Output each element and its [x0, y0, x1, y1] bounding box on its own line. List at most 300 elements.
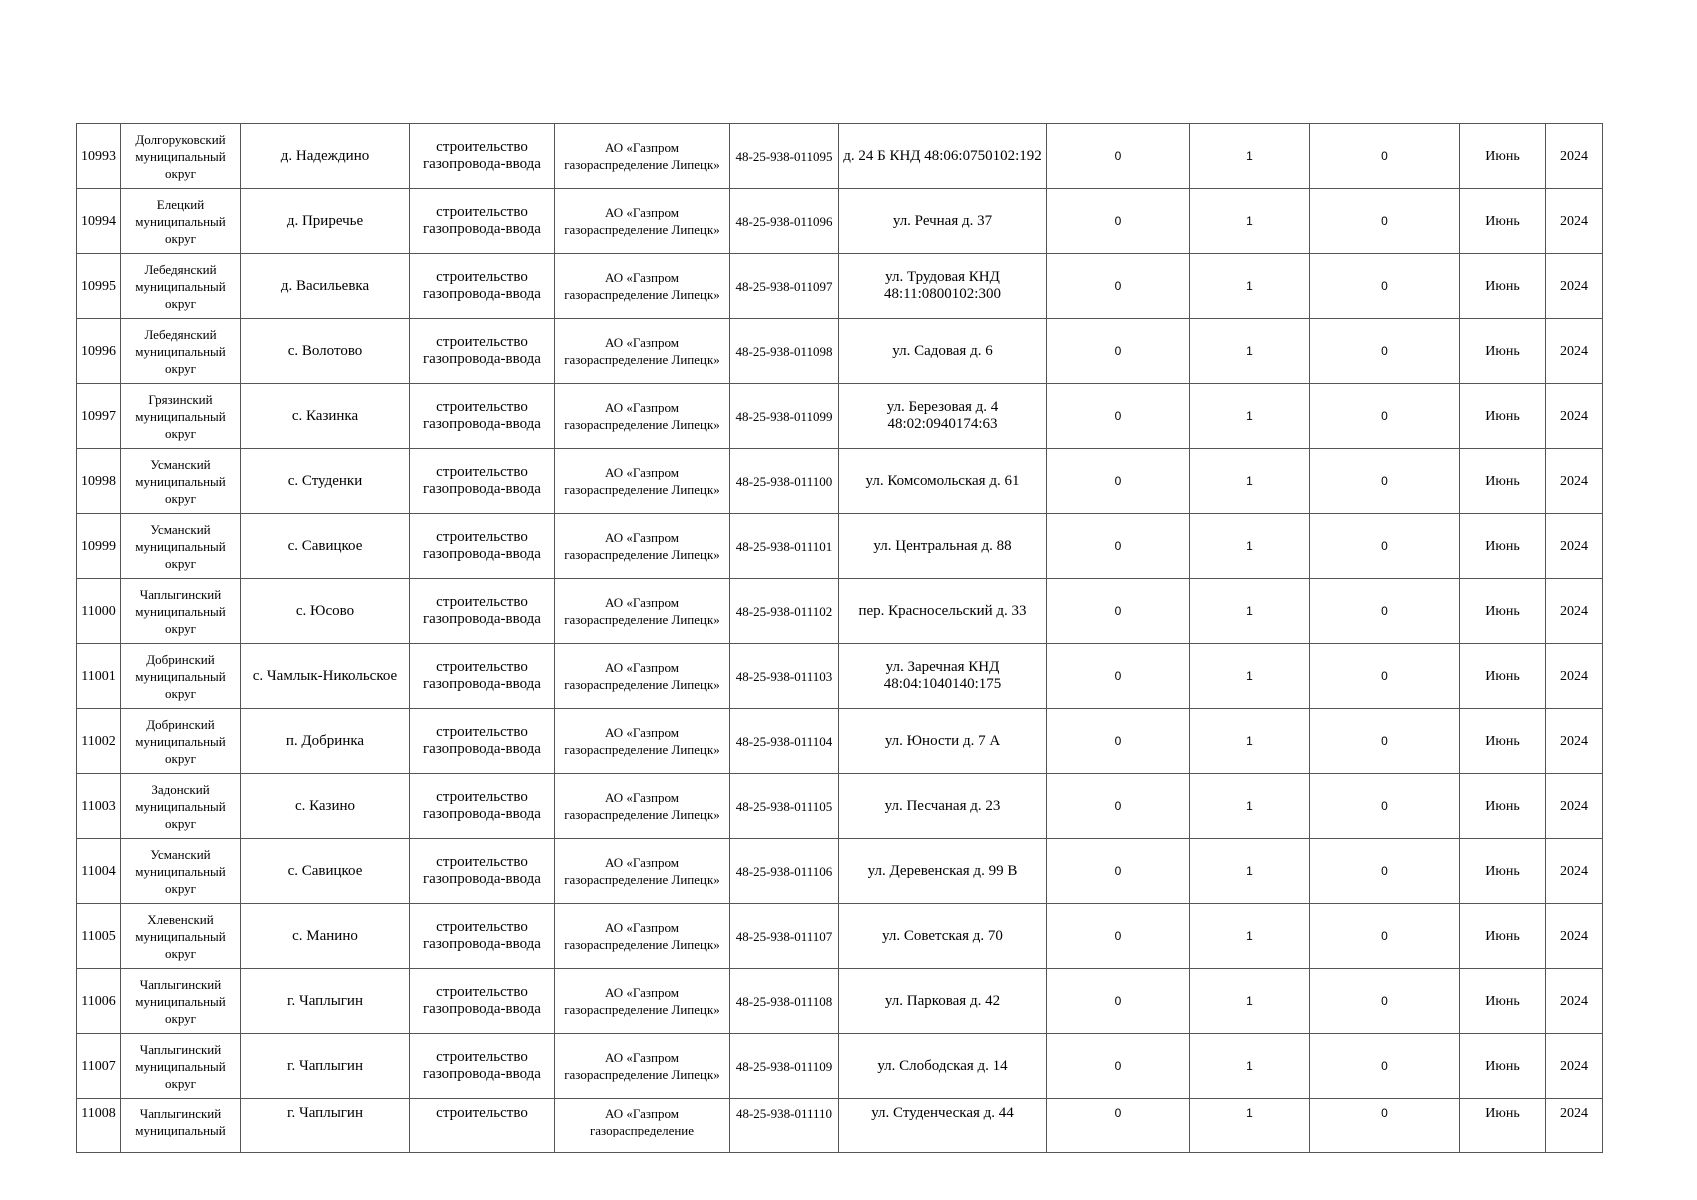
object-code-cell — [730, 774, 839, 839]
year-cell — [1546, 839, 1603, 904]
month-cell-text: Июнь — [1485, 278, 1520, 294]
year-cell-text: 2024 — [1560, 213, 1588, 229]
organization-cell-text: АО «Газпром газораспределение Липецк» — [564, 335, 720, 367]
locality-cell — [241, 969, 410, 1034]
quantity-3-cell — [1310, 1099, 1460, 1153]
organization-cell — [555, 124, 730, 189]
quantity-2-cell — [1190, 709, 1310, 774]
quantity-2-cell — [1190, 514, 1310, 579]
district-cell-text: Грязинский муниципальный округ — [135, 391, 226, 441]
quantity-3-cell — [1310, 709, 1460, 774]
quantity-3-cell-text: 0 — [1381, 798, 1388, 813]
month-cell-text: Июнь — [1485, 213, 1520, 229]
work-type-cell-text: строительство газопровода-ввода — [423, 1049, 541, 1082]
year-cell-text: 2024 — [1560, 603, 1588, 619]
address-cell-text: ул. Песчаная д. 23 — [884, 797, 1001, 814]
work-type-cell-text: строительство газопровода-ввода — [423, 529, 541, 562]
year-cell-text: 2024 — [1560, 668, 1588, 684]
organization-cell-text: АО «Газпром газораспределение — [589, 1106, 695, 1137]
object-code-cell-text: 48-25-938-011102 — [735, 603, 833, 619]
month-cell-text: Июнь — [1485, 993, 1520, 1009]
gasification-registry-table — [76, 123, 1603, 1153]
quantity-2-cell-text: 1 — [1246, 798, 1253, 813]
quantity-3-cell-text: 0 — [1381, 863, 1388, 878]
locality-cell — [241, 709, 410, 774]
table-row — [77, 644, 1603, 709]
record-number-text: 11006 — [81, 993, 116, 1009]
district-cell — [121, 579, 241, 644]
address-cell-text: ул. Центральная д. 88 — [873, 537, 1012, 554]
district-cell-text: Долгоруковский муниципальный округ — [135, 131, 226, 181]
year-cell — [1546, 189, 1603, 254]
address-cell-text: ул. Советская д. 70 — [882, 927, 1003, 944]
quantity-1-cell-text: 0 — [1114, 993, 1122, 1008]
quantity-1-cell — [1047, 709, 1190, 774]
year-cell-text: 2024 — [1560, 928, 1588, 944]
quantity-1-cell — [1047, 254, 1190, 319]
address-cell-text: ул. Юности д. 7 А — [884, 732, 1001, 749]
record-number-text: 11001 — [81, 668, 116, 684]
quantity-2-cell — [1190, 384, 1310, 449]
organization-cell — [555, 709, 730, 774]
record-number-text: 11007 — [81, 1058, 116, 1074]
locality-cell-text: п. Добринка — [285, 732, 365, 749]
table-row — [77, 579, 1603, 644]
month-cell — [1460, 1034, 1546, 1099]
work-type-cell-text: строительство газопровода-ввода — [423, 984, 541, 1017]
address-cell — [839, 514, 1047, 579]
object-code-cell — [730, 449, 839, 514]
quantity-1-cell-text: 0 — [1114, 473, 1122, 488]
object-code-cell-text: 48-25-938-011096 — [735, 213, 833, 229]
district-cell-text: Задонский муниципальный округ — [135, 781, 226, 831]
organization-cell — [555, 384, 730, 449]
month-cell-text: Июнь — [1485, 408, 1520, 424]
month-cell — [1460, 774, 1546, 839]
quantity-1-cell-text: 0 — [1114, 863, 1122, 878]
record-number — [77, 839, 121, 904]
quantity-2-cell — [1190, 319, 1310, 384]
month-cell — [1460, 904, 1546, 969]
record-number — [77, 969, 121, 1034]
quantity-2-cell — [1190, 449, 1310, 514]
locality-cell — [241, 189, 410, 254]
month-cell-text: Июнь — [1485, 928, 1520, 944]
quantity-2-cell — [1190, 969, 1310, 1034]
work-type-cell-text: строительство газопровода-ввода — [423, 594, 541, 627]
locality-cell-text: г. Чаплыгин — [287, 992, 363, 1009]
quantity-2-cell — [1190, 254, 1310, 319]
organization-cell — [555, 319, 730, 384]
table-row — [77, 774, 1603, 839]
quantity-3-cell — [1310, 319, 1460, 384]
object-code-cell-text: 48-25-938-011109 — [735, 1058, 833, 1074]
record-number-text: 10996 — [81, 343, 116, 359]
quantity-3-cell — [1310, 384, 1460, 449]
object-code-cell — [730, 384, 839, 449]
quantity-1-cell-text: 0 — [1114, 668, 1122, 683]
record-number — [77, 254, 121, 319]
object-code-cell-text: 48-25-938-011106 — [735, 863, 833, 879]
quantity-2-cell-text: 1 — [1246, 993, 1253, 1008]
address-cell-text: ул. Парковая д. 42 — [884, 992, 1001, 1009]
organization-cell-text: АО «Газпром газораспределение Липецк» — [564, 270, 720, 302]
district-cell — [121, 254, 241, 319]
table-row — [77, 839, 1603, 904]
object-code-cell-text: 48-25-938-011101 — [735, 538, 833, 554]
table-row — [77, 969, 1603, 1034]
record-number-text: 11002 — [81, 733, 116, 749]
address-cell — [839, 189, 1047, 254]
quantity-3-cell-text: 0 — [1381, 408, 1388, 423]
table-row — [77, 319, 1603, 384]
address-cell-text: ул. Слободская д. 14 — [877, 1057, 1008, 1074]
work-type-cell — [410, 319, 555, 384]
quantity-1-cell-text: 0 — [1114, 148, 1122, 163]
quantity-3-cell-text: 0 — [1381, 603, 1388, 618]
month-cell — [1460, 579, 1546, 644]
locality-cell-text: с. Казинка — [291, 407, 359, 424]
district-cell — [121, 124, 241, 189]
quantity-3-cell-text: 0 — [1381, 473, 1388, 488]
quantity-2-cell-text: 1 — [1246, 668, 1253, 683]
quantity-3-cell — [1310, 774, 1460, 839]
district-cell — [121, 384, 241, 449]
record-number-text: 10999 — [81, 538, 116, 554]
object-code-cell — [730, 969, 839, 1034]
quantity-2-cell-text: 1 — [1246, 603, 1253, 618]
table-row — [77, 1034, 1603, 1099]
work-type-cell — [410, 384, 555, 449]
table-row — [77, 1099, 1603, 1153]
year-cell-text: 2024 — [1560, 1106, 1588, 1121]
organization-cell — [555, 254, 730, 319]
record-number — [77, 384, 121, 449]
district-cell — [121, 644, 241, 709]
district-cell-text: Чаплыгинский муниципальный — [135, 1106, 226, 1137]
district-cell-text: Усманский муниципальный округ — [135, 456, 226, 506]
registry-body — [77, 124, 1603, 1153]
object-code-cell — [730, 319, 839, 384]
locality-cell-text: г. Чаплыгин — [287, 1057, 363, 1074]
locality-cell-text: с. Волотово — [287, 342, 363, 359]
table-row — [77, 709, 1603, 774]
quantity-3-cell — [1310, 579, 1460, 644]
quantity-3-cell — [1310, 644, 1460, 709]
month-cell-text: Июнь — [1485, 668, 1520, 684]
month-cell-text: Июнь — [1485, 1106, 1520, 1121]
object-code-cell-text: 48-25-938-011098 — [735, 343, 833, 359]
locality-cell — [241, 774, 410, 839]
object-code-cell — [730, 189, 839, 254]
work-type-cell — [410, 969, 555, 1034]
year-cell — [1546, 319, 1603, 384]
locality-cell — [241, 904, 410, 969]
district-cell-text: Добринский муниципальный округ — [135, 716, 226, 766]
quantity-1-cell-text: 0 — [1114, 278, 1122, 293]
quantity-1-cell-text: 0 — [1114, 343, 1122, 358]
organization-cell — [555, 579, 730, 644]
address-cell — [839, 124, 1047, 189]
organization-cell — [555, 644, 730, 709]
object-code-cell-text: 48-25-938-011107 — [735, 928, 833, 944]
object-code-cell — [730, 514, 839, 579]
record-number-text: 10998 — [81, 473, 116, 489]
district-cell-text: Елецкий муниципальный округ — [135, 196, 226, 246]
district-cell-text: Чаплыгинский муниципальный округ — [135, 586, 226, 636]
work-type-cell-text: строительство газопровода-ввода — [423, 269, 541, 302]
quantity-2-cell-text: 1 — [1246, 278, 1253, 293]
month-cell — [1460, 709, 1546, 774]
object-code-cell — [730, 579, 839, 644]
month-cell-text: Июнь — [1485, 733, 1520, 749]
address-cell-text: ул. Березовая д. 4 48:02:0940174:63 — [886, 399, 999, 432]
quantity-1-cell — [1047, 839, 1190, 904]
year-cell — [1546, 774, 1603, 839]
record-number-text: 11005 — [81, 928, 116, 944]
year-cell — [1546, 1099, 1603, 1153]
quantity-1-cell — [1047, 644, 1190, 709]
quantity-3-cell-text: 0 — [1381, 928, 1388, 943]
locality-cell — [241, 449, 410, 514]
quantity-2-cell — [1190, 124, 1310, 189]
object-code-cell — [730, 904, 839, 969]
locality-cell-text: с. Казино — [294, 797, 356, 814]
record-number — [77, 1099, 121, 1153]
month-cell — [1460, 189, 1546, 254]
quantity-3-cell — [1310, 449, 1460, 514]
organization-cell-text: АО «Газпром газораспределение Липецк» — [564, 595, 720, 627]
record-number — [77, 319, 121, 384]
quantity-1-cell-text: 0 — [1114, 1106, 1122, 1120]
year-cell — [1546, 514, 1603, 579]
quantity-2-cell — [1190, 579, 1310, 644]
year-cell — [1546, 1034, 1603, 1099]
district-cell — [121, 1034, 241, 1099]
quantity-1-cell — [1047, 319, 1190, 384]
record-number-text: 10994 — [81, 213, 116, 229]
quantity-3-cell-text: 0 — [1381, 278, 1388, 293]
address-cell — [839, 904, 1047, 969]
month-cell-text: Июнь — [1485, 343, 1520, 359]
year-cell-text: 2024 — [1560, 538, 1588, 554]
quantity-2-cell-text: 1 — [1246, 213, 1253, 228]
address-cell — [839, 969, 1047, 1034]
district-cell — [121, 189, 241, 254]
district-cell-text: Лебедянский муниципальный округ — [135, 326, 226, 376]
quantity-1-cell — [1047, 514, 1190, 579]
quantity-2-cell-text: 1 — [1246, 343, 1253, 358]
address-cell — [839, 579, 1047, 644]
month-cell — [1460, 319, 1546, 384]
work-type-cell-text: строительство газопровода-ввода — [423, 724, 541, 757]
quantity-2-cell-text: 1 — [1246, 538, 1253, 553]
locality-cell-text: с. Манино — [292, 927, 358, 944]
table-row — [77, 124, 1603, 189]
year-cell — [1546, 579, 1603, 644]
organization-cell-text: АО «Газпром газораспределение Липецк» — [564, 1050, 720, 1082]
quantity-1-cell — [1047, 384, 1190, 449]
quantity-3-cell-text: 0 — [1381, 733, 1388, 748]
organization-cell-text: АО «Газпром газораспределение Липецк» — [564, 205, 720, 237]
month-cell-text: Июнь — [1485, 798, 1520, 814]
year-cell-text: 2024 — [1560, 473, 1588, 489]
locality-cell-text: д. Приречье — [286, 212, 364, 229]
record-number — [77, 189, 121, 254]
address-cell-text: пер. Красносельский д. 33 — [858, 602, 1027, 619]
district-cell-text: Усманский муниципальный округ — [135, 521, 226, 571]
record-number — [77, 579, 121, 644]
year-cell-text: 2024 — [1560, 993, 1588, 1009]
object-code-cell-text: 48-25-938-011103 — [735, 668, 833, 684]
table-row — [77, 189, 1603, 254]
month-cell — [1460, 1099, 1546, 1153]
work-type-cell — [410, 774, 555, 839]
organization-cell — [555, 449, 730, 514]
month-cell-text: Июнь — [1485, 148, 1520, 164]
district-cell — [121, 774, 241, 839]
address-cell — [839, 254, 1047, 319]
work-type-cell — [410, 189, 555, 254]
object-code-cell-text: 48-25-938-011104 — [735, 733, 833, 749]
work-type-cell — [410, 1099, 555, 1153]
object-code-cell-text: 48-25-938-011100 — [735, 473, 833, 489]
year-cell — [1546, 254, 1603, 319]
object-code-cell — [730, 254, 839, 319]
month-cell — [1460, 254, 1546, 319]
district-cell — [121, 514, 241, 579]
quantity-2-cell-text: 1 — [1246, 1058, 1253, 1073]
month-cell — [1460, 839, 1546, 904]
district-cell — [121, 969, 241, 1034]
locality-cell — [241, 254, 410, 319]
object-code-cell — [730, 839, 839, 904]
organization-cell-text: АО «Газпром газораспределение Липецк» — [564, 465, 720, 497]
table-row — [77, 904, 1603, 969]
district-cell-text: Лебедянский муниципальный округ — [135, 261, 226, 311]
address-cell — [839, 1034, 1047, 1099]
table-row — [77, 384, 1603, 449]
address-cell — [839, 774, 1047, 839]
quantity-1-cell-text: 0 — [1114, 928, 1122, 943]
month-cell-text: Июнь — [1485, 863, 1520, 879]
record-number — [77, 904, 121, 969]
quantity-1-cell — [1047, 1099, 1190, 1153]
address-cell — [839, 319, 1047, 384]
work-type-cell — [410, 904, 555, 969]
district-cell-text: Чаплыгинский муниципальный округ — [135, 1041, 226, 1091]
organization-cell-text: АО «Газпром газораспределение Липецк» — [564, 530, 720, 562]
record-number — [77, 124, 121, 189]
organization-cell — [555, 839, 730, 904]
locality-cell — [241, 514, 410, 579]
locality-cell-text: г. Чаплыгин — [287, 1105, 363, 1121]
month-cell-text: Июнь — [1485, 603, 1520, 619]
district-cell — [121, 839, 241, 904]
locality-cell-text: с. Савицкое — [287, 537, 363, 554]
quantity-1-cell-text: 0 — [1114, 213, 1122, 228]
object-code-cell — [730, 124, 839, 189]
quantity-1-cell-text: 0 — [1114, 408, 1122, 423]
quantity-3-cell-text: 0 — [1381, 148, 1388, 163]
object-code-cell-text: 48-25-938-011105 — [735, 798, 833, 814]
organization-cell-text: АО «Газпром газораспределение Липецк» — [564, 660, 720, 692]
quantity-1-cell — [1047, 904, 1190, 969]
work-type-cell-text: строительство газопровода-ввода — [423, 659, 541, 692]
address-cell — [839, 839, 1047, 904]
quantity-3-cell-text: 0 — [1381, 213, 1388, 228]
district-cell-text: Усманский муниципальный округ — [135, 846, 226, 896]
work-type-cell-text: строительство газопровода-ввода — [423, 854, 541, 887]
quantity-2-cell — [1190, 1099, 1310, 1153]
month-cell — [1460, 449, 1546, 514]
district-cell — [121, 904, 241, 969]
table-row — [77, 514, 1603, 579]
quantity-1-cell-text: 0 — [1114, 538, 1122, 553]
object-code-cell-text: 48-25-938-011095 — [735, 148, 833, 164]
quantity-1-cell-text: 0 — [1114, 733, 1122, 748]
locality-cell — [241, 579, 410, 644]
work-type-cell — [410, 449, 555, 514]
organization-cell — [555, 904, 730, 969]
month-cell-text: Июнь — [1485, 1058, 1520, 1074]
record-number-text: 11000 — [81, 603, 116, 619]
month-cell-text: Июнь — [1485, 538, 1520, 554]
record-number-text: 10993 — [81, 148, 116, 164]
organization-cell-text: АО «Газпром газораспределение Липецк» — [564, 725, 720, 757]
record-number — [77, 644, 121, 709]
quantity-3-cell — [1310, 839, 1460, 904]
organization-cell-text: АО «Газпром газораспределение Липецк» — [564, 400, 720, 432]
month-cell — [1460, 644, 1546, 709]
work-type-cell — [410, 579, 555, 644]
quantity-2-cell — [1190, 904, 1310, 969]
district-cell-text: Хлевенский муниципальный округ — [135, 911, 226, 961]
quantity-3-cell-text: 0 — [1381, 538, 1388, 553]
month-cell — [1460, 514, 1546, 579]
table-row — [77, 449, 1603, 514]
locality-cell — [241, 644, 410, 709]
quantity-2-cell-text: 1 — [1246, 473, 1253, 488]
quantity-1-cell-text: 0 — [1114, 603, 1122, 618]
locality-cell — [241, 839, 410, 904]
year-cell — [1546, 644, 1603, 709]
year-cell-text: 2024 — [1560, 148, 1588, 164]
quantity-1-cell — [1047, 189, 1190, 254]
work-type-cell-text: строительство — [436, 1105, 528, 1121]
locality-cell — [241, 1034, 410, 1099]
year-cell — [1546, 124, 1603, 189]
work-type-cell — [410, 514, 555, 579]
locality-cell — [241, 384, 410, 449]
quantity-1-cell — [1047, 579, 1190, 644]
work-type-cell-text: строительство газопровода-ввода — [423, 789, 541, 822]
address-cell-text: ул. Трудовая КНД 48:11:0800102:300 — [884, 269, 1001, 302]
quantity-1-cell-text: 0 — [1114, 1058, 1122, 1073]
quantity-1-cell — [1047, 1034, 1190, 1099]
quantity-2-cell-text: 1 — [1246, 1106, 1253, 1120]
work-type-cell-text: строительство газопровода-ввода — [423, 334, 541, 367]
district-cell-text: Чаплыгинский муниципальный округ — [135, 976, 226, 1026]
address-cell — [839, 1099, 1047, 1153]
month-cell — [1460, 969, 1546, 1034]
organization-cell — [555, 514, 730, 579]
address-cell-text: ул. Студенческая д. 44 — [871, 1105, 1014, 1121]
quantity-3-cell — [1310, 514, 1460, 579]
locality-cell — [241, 319, 410, 384]
quantity-3-cell — [1310, 904, 1460, 969]
address-cell-text: ул. Садовая д. 6 — [892, 342, 993, 359]
